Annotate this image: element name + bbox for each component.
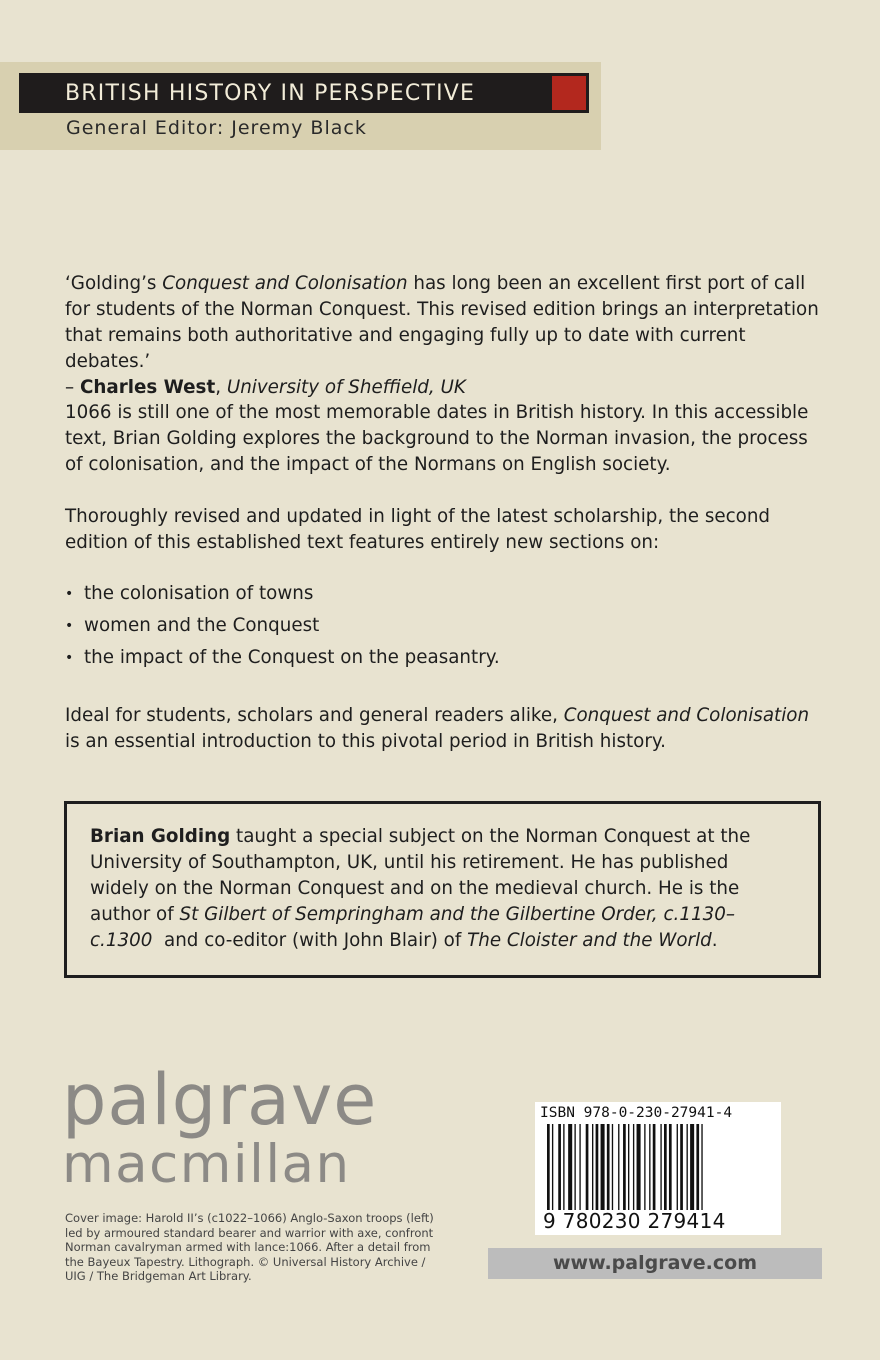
isbn-barcode <box>535 1102 781 1235</box>
barcode-bars <box>547 1124 769 1210</box>
series-accent-square <box>552 76 586 110</box>
barcode-bar <box>637 1124 641 1210</box>
publisher-logo-line-2: macmillan <box>62 1134 351 1195</box>
author-bio <box>90 824 790 954</box>
barcode-bar <box>552 1124 553 1210</box>
barcode-bar <box>596 1124 599 1210</box>
quote-author: Charles West <box>79 377 216 398</box>
barcode-bar <box>633 1124 634 1210</box>
description-text-3a: Ideal for students, scholars and general readers alike, <box>65 705 564 726</box>
description-text-1: 1066 is still one of the most memorable dates in British history. In this accessible text, Brian Golding explores the background to the Norman invasion, the process of colonisation, and the impact of the Normans on English society. <box>65 402 809 475</box>
author-name: Brian Golding <box>90 826 231 847</box>
quote-dash: – <box>65 377 80 398</box>
cover-image-credit: Cover image: Harold II’s (c1022–1066) Anglo-Saxon troops (left) led by armoured standard bearer and warrior with axe, confront Norman cavalryman armed with lance:1066. After a detail from the Bayeux Tapestry. Lithograph. © Universal History Archive / UIG / The Bridgeman Art Library. <box>65 1211 434 1283</box>
review-quote <box>65 271 825 401</box>
barcode-bar <box>563 1124 564 1210</box>
quote-book-title: Conquest and Colonisation <box>162 273 408 294</box>
quote-open: ‘Golding’s <box>65 273 163 294</box>
barcode-bar <box>669 1124 672 1210</box>
list-item: • the impact of the Conquest on the peasantry. <box>65 645 825 677</box>
isbn-label: ISBN 978-0-230-27941-4 <box>540 1105 733 1121</box>
barcode-bar <box>660 1124 661 1210</box>
description-paragraph-1 <box>65 400 825 478</box>
list-item: • the colonisation of towns <box>65 581 825 613</box>
series-editor: General Editor: Jeremy Black <box>66 117 367 139</box>
description-text-3b: is an essential introduction to this pivotal period in British history. <box>65 731 666 752</box>
new-sections-list <box>65 581 825 677</box>
isbn-digits: 9 780230 279414 <box>543 1209 726 1233</box>
series-title-bar <box>19 73 589 113</box>
barcode-bar <box>701 1124 702 1210</box>
description-paragraph-3 <box>65 703 825 755</box>
barcode-bar <box>623 1124 626 1210</box>
barcode-bar <box>677 1124 678 1210</box>
bio-book-2: The Cloister and the World <box>467 930 712 951</box>
bio-book-1: St Gilbert of Sempringham and the Gilbertine Order, c.1130–c.1300 <box>90 904 735 951</box>
description-book-title: Conquest and Colonisation <box>563 705 810 726</box>
bio-text-3: . <box>711 930 718 951</box>
quote-text: has long been an excellent first port of call for students of the Norman Conquest. This revised edition brings an interpretation that remains both authoritative and engaging fully up to date with current debates.’ <box>65 273 819 372</box>
barcode-bar <box>558 1124 561 1210</box>
barcode-bar <box>649 1124 650 1210</box>
description-paragraph-2 <box>65 504 825 556</box>
barcode-bar <box>644 1124 645 1210</box>
description-text-2: Thoroughly revised and updated in light of the latest scholarship, the second edition of this established text features entirely new sections on: <box>65 506 771 553</box>
barcode-bar <box>601 1124 605 1210</box>
barcode-bar <box>586 1124 589 1210</box>
bio-text-1: taught a special subject on the Norman Conquest at the University of Southampton, UK, until his retirement. He has published widely on the Norman Conquest and on the medieval church. He is the author of <box>90 826 751 925</box>
series-title: BRITISH HISTORY IN PERSPECTIVE <box>65 81 476 106</box>
barcode-bar <box>628 1124 629 1210</box>
barcode-bar <box>680 1124 683 1210</box>
author-bio-box <box>64 801 821 978</box>
barcode-bar <box>612 1124 613 1210</box>
website-link[interactable]: www.palgrave.com <box>488 1248 822 1279</box>
barcode-bar <box>547 1124 550 1210</box>
quote-affiliation: University of Sheffield, UK <box>226 377 466 398</box>
barcode-bar <box>653 1124 656 1210</box>
barcode-bar <box>568 1124 572 1210</box>
barcode-bar <box>690 1124 694 1210</box>
barcode-bar <box>687 1124 688 1210</box>
bio-text-2: and co-editor (with John Blair) of <box>152 930 468 951</box>
quote-separator: , <box>215 377 227 398</box>
barcode-bar <box>592 1124 593 1210</box>
list-item: • women and the Conquest <box>65 613 825 645</box>
barcode-bar <box>574 1124 575 1210</box>
barcode-bar <box>696 1124 699 1210</box>
barcode-bar <box>664 1124 667 1210</box>
publisher-logo-line-1: palgrave <box>62 1059 378 1141</box>
barcode-bar <box>579 1124 580 1210</box>
barcode-bar <box>607 1124 610 1210</box>
barcode-bar <box>618 1124 619 1210</box>
